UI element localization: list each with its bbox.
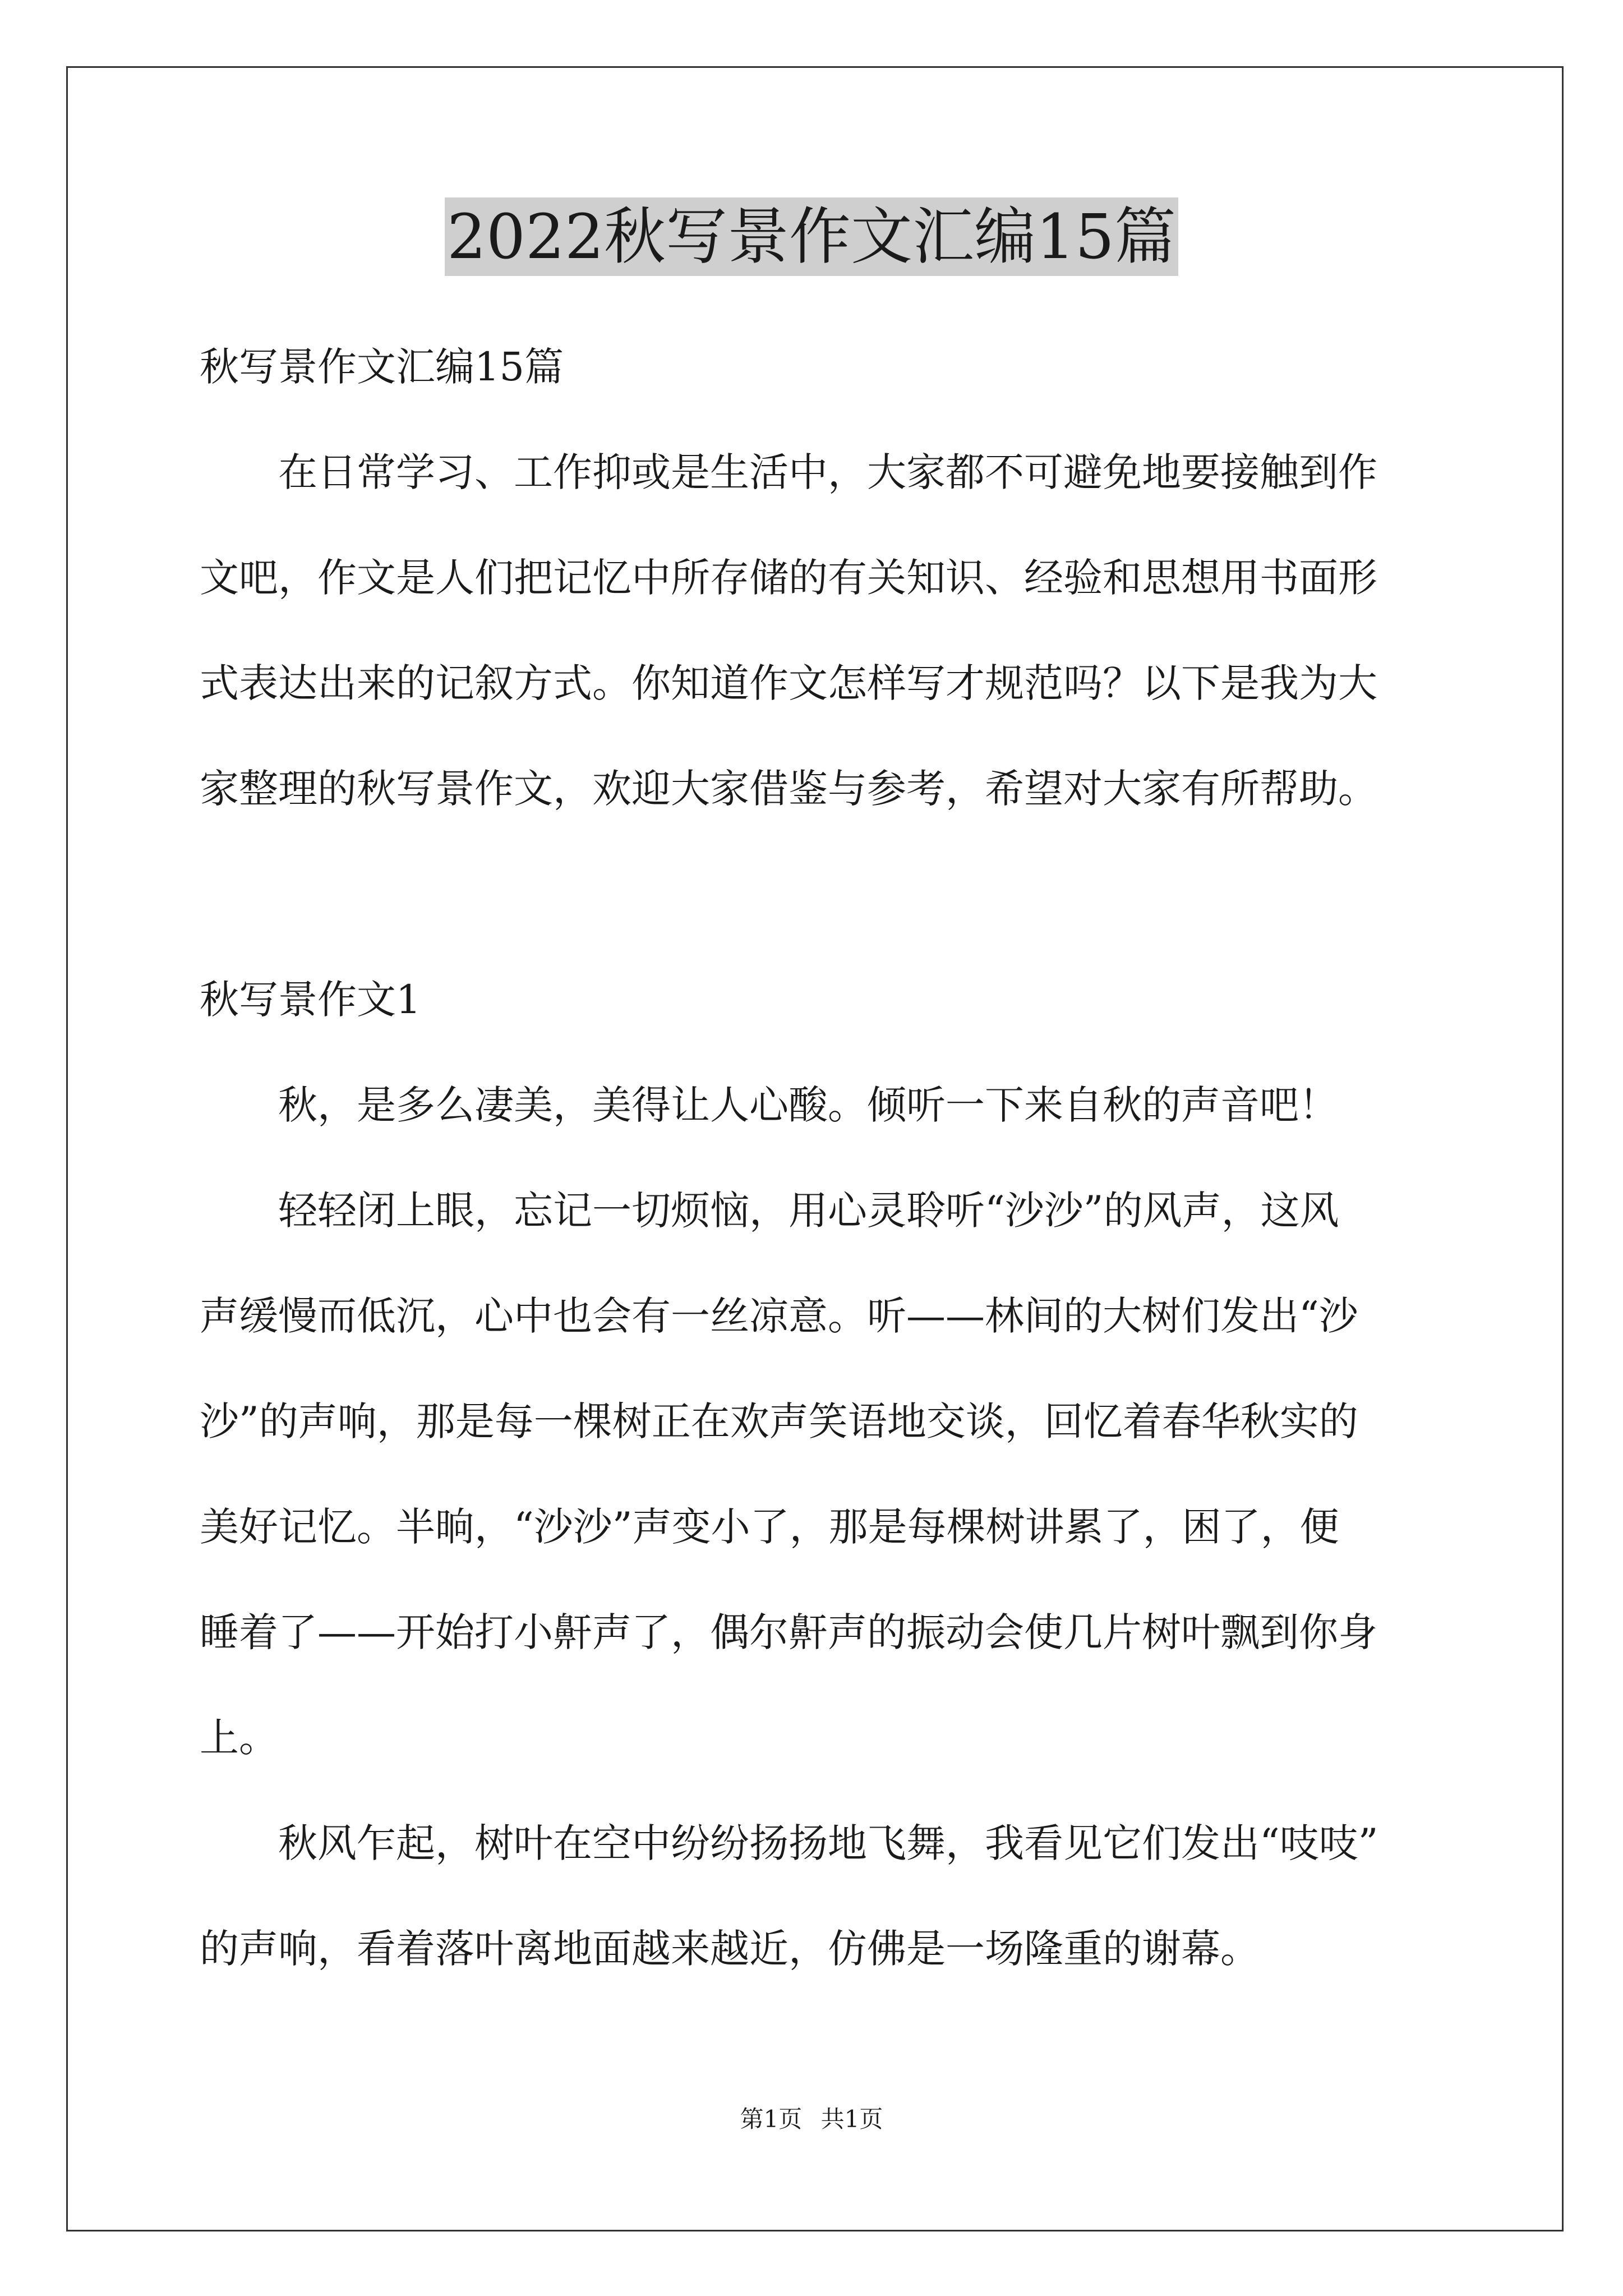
blank-line: [200, 841, 1450, 947]
text-line: 式表达出来的记叙方式。你知道作文怎样写才规范吗？以下是我为大: [200, 660, 1377, 706]
text-line: 美好记忆。半晌，“沙沙”声变小了，那是每棵树讲累了，困了，便: [200, 1504, 1339, 1550]
text-line: 沙”的声响，那是每一棵树正在欢声笑语地交谈，回忆着春华秋实的: [200, 1398, 1358, 1444]
text-line: 文吧，作文是人们把记忆中所存储的有关知识、经验和思想用书面形: [200, 555, 1377, 601]
page-number-current: 第1页: [740, 2105, 803, 2133]
page-number-total: 共1页: [820, 2105, 883, 2133]
text-line: 秋写景作文汇编15篇: [200, 344, 564, 390]
text-line: 轻轻闭上眼，忘记一切烦恼，用心灵聆听“沙沙”的风声，这风: [278, 1188, 1339, 1234]
text-line: 秋风乍起，树叶在空中纷纷扬扬地飞舞，我看见它们发出“吱吱”: [278, 1820, 1378, 1866]
document-title: 2022秋写景作文汇编15篇: [445, 197, 1178, 276]
text-line: 秋写景作文1: [200, 977, 421, 1023]
page-footer: [0, 2102, 1623, 2136]
text-line: 秋，是多么凄美，美得让人心酸。倾听一下来自秋的声音吧！: [278, 1082, 1338, 1128]
text-line: 的声响，看着落叶离地面越来越近，仿佛是一场隆重的谢幕。: [200, 1926, 1260, 1972]
title-container: [0, 197, 1623, 276]
text-line: 睡着了——开始打小鼾声了，偶尔鼾声的振动会使几片树叶飘到你身: [200, 1609, 1377, 1655]
text-line: 在日常学习、工作抑或是生活中，大家都不可避免地要接触到作: [278, 449, 1377, 495]
text-line: 家整理的秋写景作文，欢迎大家借鉴与参考，希望对大家有所帮助。: [200, 766, 1377, 812]
text-line: 声缓慢而低沉，心中也会有一丝凉意。听——林间的大树们发出“沙: [200, 1293, 1358, 1339]
document-body: [200, 314, 1450, 2001]
text-line: 上。: [200, 1715, 278, 1761]
